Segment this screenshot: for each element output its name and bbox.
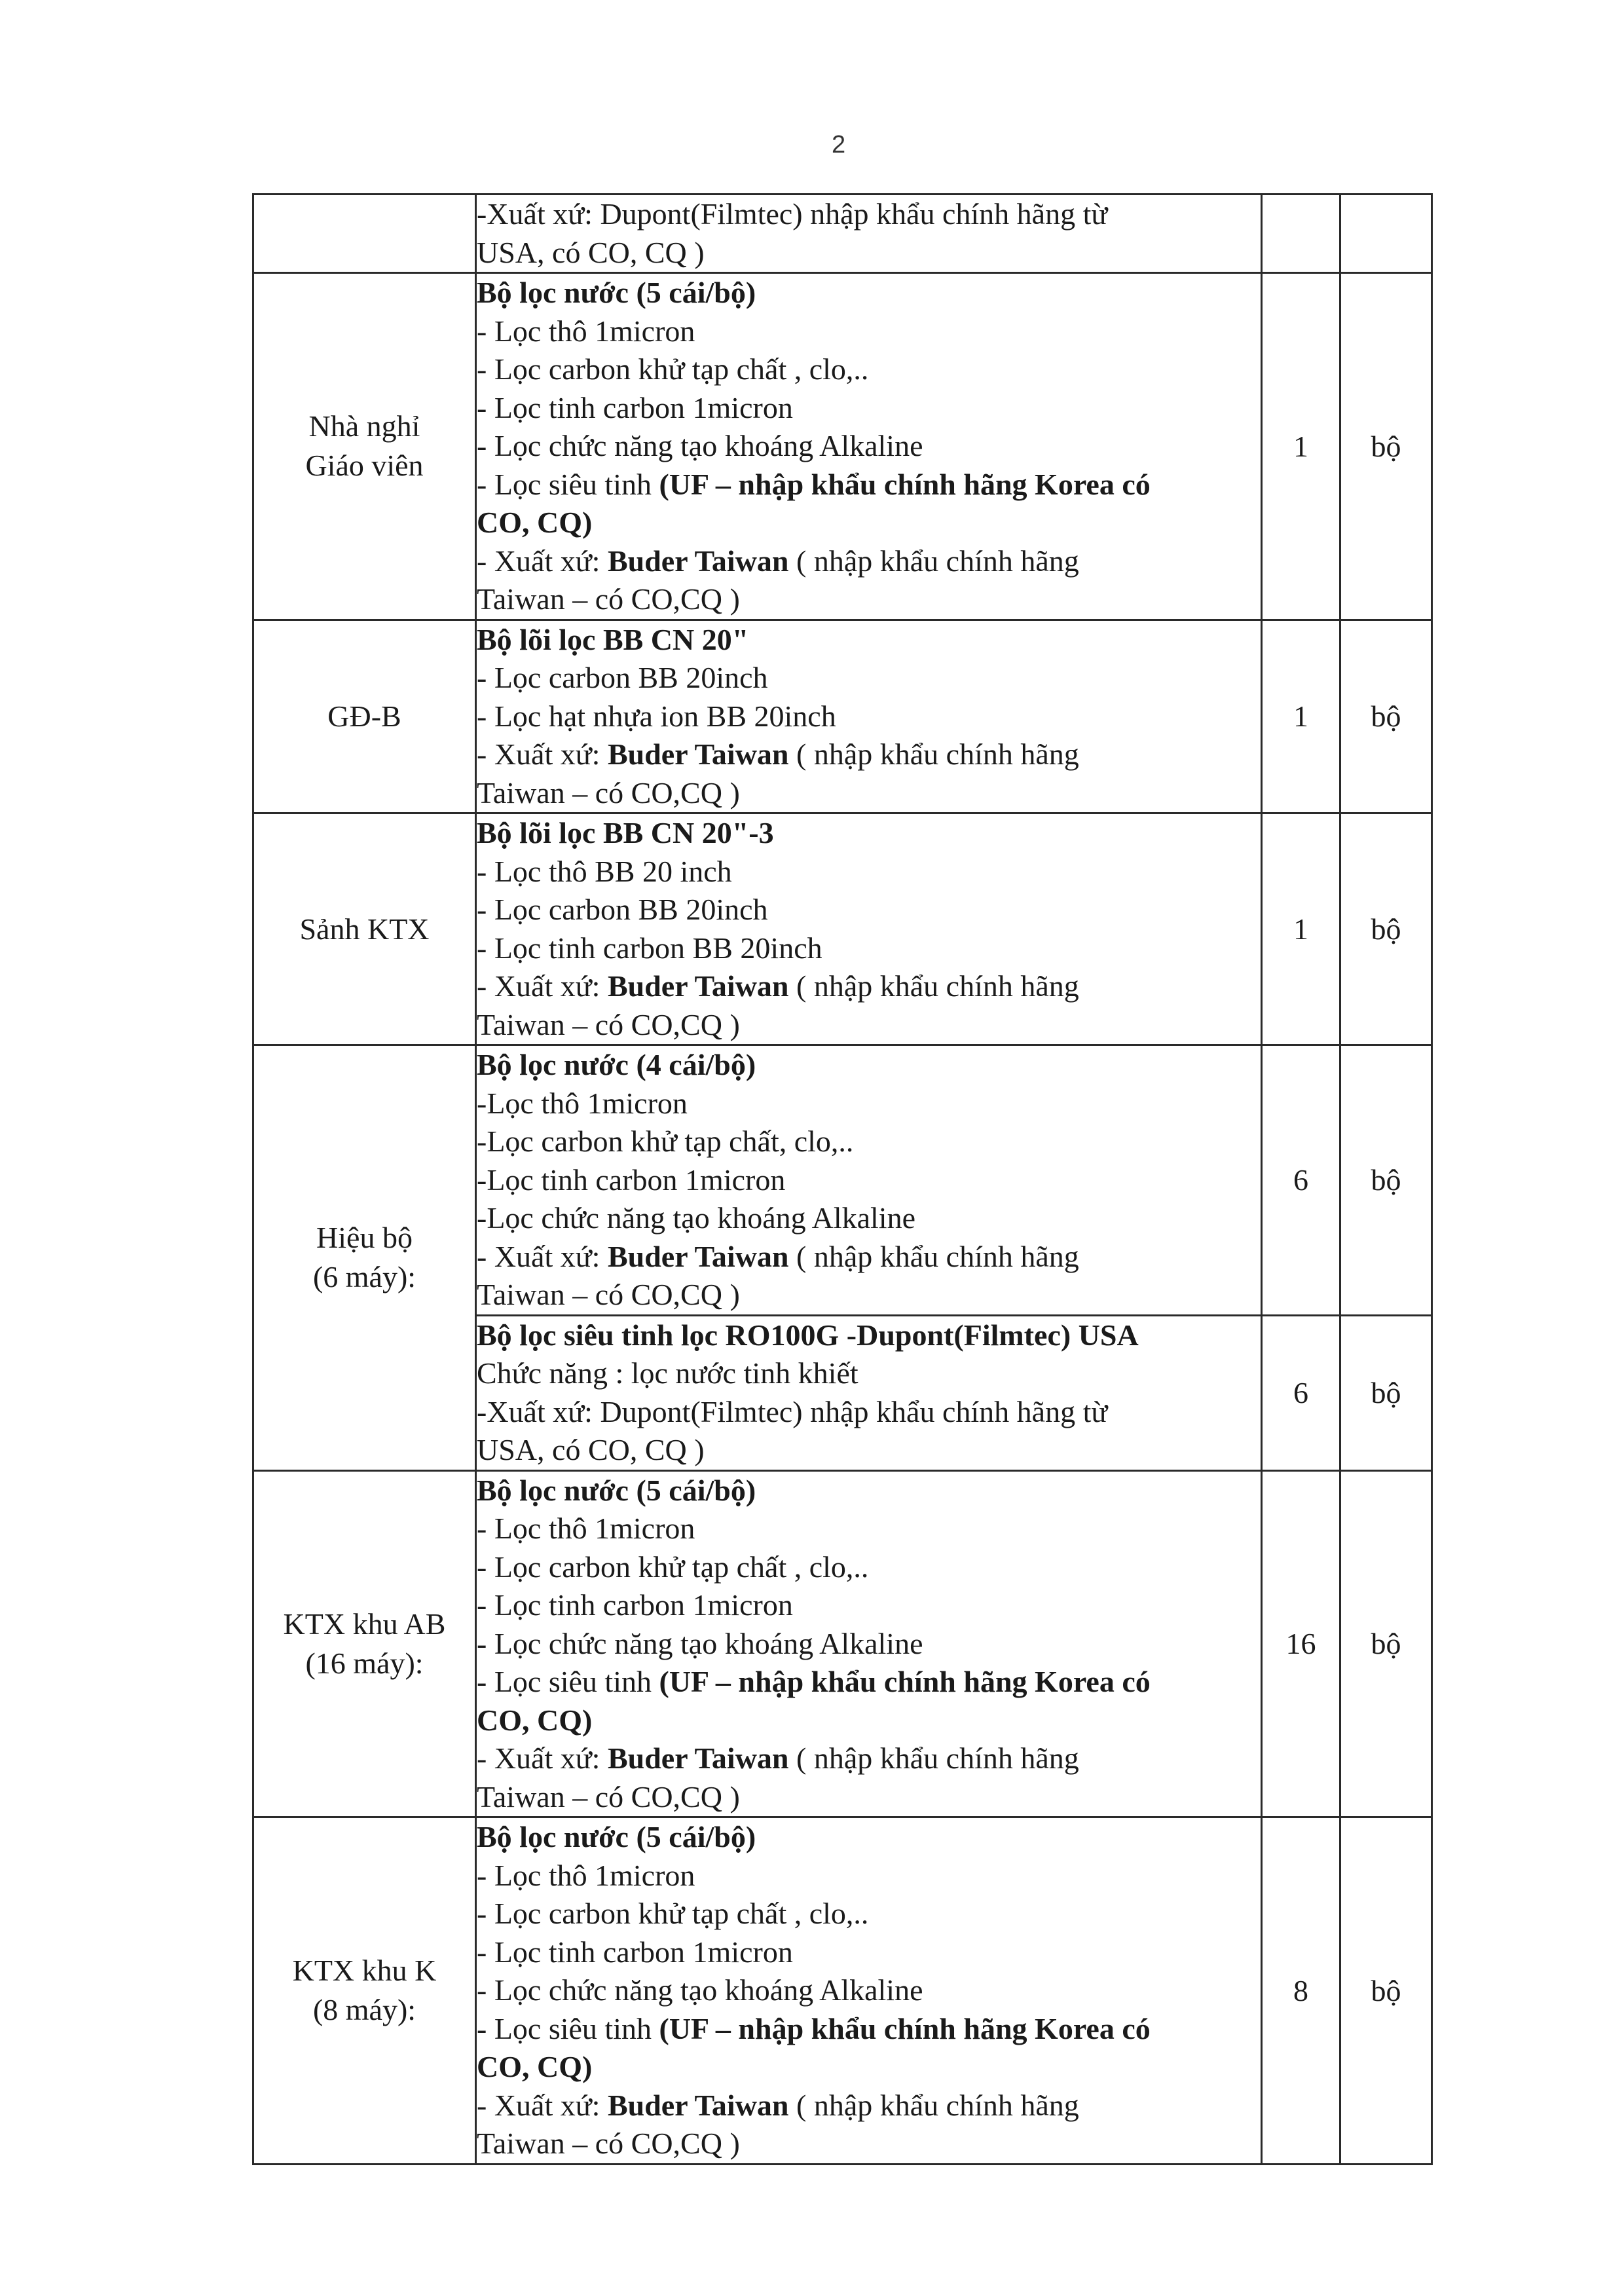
quantity-cell: 1 <box>1262 813 1340 1045</box>
line-text: - Xuất xứ: <box>477 969 608 1003</box>
description-line <box>477 1161 1261 1200</box>
location-cell <box>253 195 476 273</box>
line-text: -Lọc carbon khử tạp chất, clo,.. <box>477 1125 854 1158</box>
location-text: (16 máy): <box>305 1646 424 1680</box>
location-text: (8 máy): <box>312 1993 416 2027</box>
line-text-tail: ( nhập khẩu chính hãng <box>788 1741 1079 1775</box>
line-text: - Lọc carbon BB 20inch <box>477 893 768 926</box>
line-text: - Xuất xứ: <box>477 1239 608 1273</box>
line-text: USA, có CO, CQ ) <box>477 235 705 269</box>
item-title <box>477 814 1261 853</box>
description-line <box>477 1895 1261 1933</box>
line-text: Taiwan – có CO,CQ ) <box>477 582 740 616</box>
description-line <box>477 967 1261 1006</box>
line-text-bold: Buder Taiwan <box>607 969 789 1003</box>
description-line <box>477 2048 1261 2087</box>
line-text-bold: Buder Taiwan <box>607 737 789 771</box>
description-line <box>477 504 1261 542</box>
table-row <box>253 813 1432 1045</box>
description-line <box>477 774 1261 813</box>
line-text: Bộ lọc nước (5 cái/bộ) <box>477 1820 756 1853</box>
table-row <box>253 195 1432 273</box>
line-text: - Lọc siêu tinh <box>477 467 659 501</box>
line-text: - Lọc tinh carbon 1micron <box>477 1588 793 1622</box>
description-line <box>477 891 1261 929</box>
line-text: - Lọc carbon khử tạp chất , clo,.. <box>477 1897 869 1930</box>
line-text: - Lọc hạt nhựa ion BB 20inch <box>477 699 836 733</box>
description-line <box>477 466 1261 504</box>
table-row <box>253 1045 1432 1316</box>
line-text-bold: (UF – nhập khẩu chính hãng Korea có <box>659 1665 1151 1698</box>
description-line <box>477 1701 1261 1740</box>
description-line <box>477 389 1261 428</box>
line-text-bold: Buder Taiwan <box>607 2088 789 2122</box>
item-title <box>477 1046 1261 1085</box>
quantity-cell: 16 <box>1262 1470 1340 1817</box>
description-line <box>477 350 1261 389</box>
location-text: Giáo viên <box>305 449 424 483</box>
description-line <box>477 1625 1261 1664</box>
line-text: Taiwan – có CO,CQ ) <box>477 775 740 809</box>
line-text-bold: (UF – nhập khẩu chính hãng Korea có <box>659 467 1151 501</box>
line-text-bold: Buder Taiwan <box>607 1239 789 1273</box>
line-text-tail: ( nhập khẩu chính hãng <box>788 544 1079 578</box>
line-text-tail: ( nhập khẩu chính hãng <box>788 1239 1079 1273</box>
unit-cell: bộ <box>1340 1817 1432 2165</box>
table-row <box>253 620 1432 813</box>
description-line <box>477 1586 1261 1625</box>
line-text-tail: ( nhập khẩu chính hãng <box>788 969 1079 1003</box>
line-text: - Xuất xứ: <box>477 2088 608 2122</box>
line-text: Chức năng : lọc nước tinh khiết <box>477 1356 858 1390</box>
line-text: -Lọc tinh carbon 1micron <box>477 1162 786 1197</box>
line-text: Bộ lõi lọc BB CN 20"-3 <box>477 816 774 849</box>
description-line <box>477 1085 1261 1123</box>
line-text: - Lọc thô 1micron <box>477 1512 695 1545</box>
description-line <box>477 1431 1261 1470</box>
item-title <box>477 274 1261 312</box>
description-line <box>477 659 1261 697</box>
description-line <box>477 234 1261 272</box>
description-line <box>477 542 1261 581</box>
location-cell <box>253 813 476 1045</box>
unit-cell: bộ <box>1340 620 1432 813</box>
description-line <box>477 1354 1261 1393</box>
line-text: -Xuất xứ: Dupont(Filmtec) nhập khẩu chính hãng từ <box>477 1394 1108 1428</box>
description-line <box>477 1778 1261 1817</box>
quantity-cell <box>1262 195 1340 273</box>
description-line <box>477 2010 1261 2049</box>
line-text: -Lọc chức năng tạo khoáng Alkaline <box>477 1201 915 1235</box>
line-text-tail: ( nhập khẩu chính hãng <box>788 737 1079 771</box>
line-text: - Lọc siêu tinh <box>477 1665 659 1698</box>
location-text: Nhà nghỉ <box>308 409 420 443</box>
quantity-cell: 8 <box>1262 1817 1340 2165</box>
description-line <box>477 1739 1261 1778</box>
line-text: CO, CQ) <box>477 1703 593 1737</box>
line-text-bold: Buder Taiwan <box>607 1741 789 1775</box>
description-line <box>477 1663 1261 1701</box>
description-line <box>477 1006 1261 1045</box>
line-text: USA, có CO, CQ ) <box>477 1433 705 1466</box>
line-text: - Lọc chức năng tạo khoáng Alkaline <box>477 429 923 462</box>
location-text: (6 máy): <box>312 1260 416 1294</box>
line-text: - Lọc thô BB 20 inch <box>477 854 732 888</box>
item-title <box>477 1316 1261 1355</box>
description-line <box>477 1123 1261 1161</box>
description-line <box>477 1276 1261 1314</box>
quantity-cell: 1 <box>1262 620 1340 813</box>
location-text: KTX khu AB <box>283 1607 446 1641</box>
description-line <box>477 697 1261 736</box>
location-cell <box>253 1817 476 2165</box>
table-row <box>253 1817 1432 2165</box>
location-text: GĐ-B <box>327 699 401 733</box>
quantity-cell: 6 <box>1262 1315 1340 1470</box>
table-row <box>253 1470 1432 1817</box>
quantity-cell: 1 <box>1262 273 1340 620</box>
line-text: - Lọc carbon BB 20inch <box>477 661 768 694</box>
description-line <box>477 195 1261 234</box>
line-text: -Xuất xứ: Dupont(Filmtec) nhập khẩu chính hãng từ <box>477 197 1108 231</box>
table-body <box>253 195 1432 2165</box>
line-text: -Lọc thô 1micron <box>477 1086 688 1120</box>
line-text: - Lọc thô 1micron <box>477 1858 695 1892</box>
line-text: - Lọc chức năng tạo khoáng Alkaline <box>477 1973 923 2007</box>
description-cell <box>476 1470 1262 1817</box>
location-text: Sảnh KTX <box>299 912 430 946</box>
description-line <box>477 1393 1261 1432</box>
description-cell <box>476 620 1262 813</box>
quantity-cell: 6 <box>1262 1045 1340 1316</box>
description-line <box>477 929 1261 968</box>
line-text-tail: ( nhập khẩu chính hãng <box>788 2088 1079 2122</box>
equipment-table <box>252 193 1433 2165</box>
description-line <box>477 1548 1261 1587</box>
line-text: - Xuất xứ: <box>477 544 608 578</box>
line-text: - Lọc chức năng tạo khoáng Alkaline <box>477 1626 923 1660</box>
line-text: Taiwan – có CO,CQ ) <box>477 1278 740 1311</box>
line-text: Bộ lọc nước (5 cái/bộ) <box>477 1473 756 1507</box>
line-text: - Lọc thô 1micron <box>477 314 695 348</box>
line-text: Bộ lọc siêu tinh lọc RO100G -Dupont(Filmtec) USA <box>477 1318 1139 1352</box>
line-text: Taiwan – có CO,CQ ) <box>477 1007 740 1041</box>
line-text: - Lọc siêu tinh <box>477 2011 659 2045</box>
location-cell <box>253 1045 476 1471</box>
unit-cell: bộ <box>1340 1045 1432 1316</box>
description-line <box>477 1857 1261 1895</box>
location-cell <box>253 1470 476 1817</box>
description-cell <box>476 1315 1262 1470</box>
line-text-bold: (UF – nhập khẩu chính hãng Korea có <box>659 2011 1151 2045</box>
description-cell <box>476 1045 1262 1316</box>
location-text: Hiệu bộ <box>316 1221 413 1255</box>
unit-cell: bộ <box>1340 1470 1432 1817</box>
page-number: 2 <box>832 131 846 158</box>
table-row <box>253 273 1432 620</box>
line-text: Taiwan – có CO,CQ ) <box>477 2127 740 2160</box>
line-text: - Xuất xứ: <box>477 737 608 771</box>
unit-cell: bộ <box>1340 273 1432 620</box>
line-text: Bộ lọc nước (5 cái/bộ) <box>477 276 756 309</box>
line-text: - Lọc carbon khử tạp chất , clo,.. <box>477 352 869 386</box>
line-text: Bộ lọc nước (4 cái/bộ) <box>477 1048 756 1081</box>
description-line <box>477 427 1261 466</box>
unit-cell: bộ <box>1340 813 1432 1045</box>
description-line <box>477 1510 1261 1548</box>
description-line <box>477 1199 1261 1238</box>
line-text: Taiwan – có CO,CQ ) <box>477 1779 740 1813</box>
unit-cell: bộ <box>1340 1315 1432 1470</box>
description-line <box>477 1933 1261 1972</box>
line-text: - Lọc carbon khử tạp chất , clo,.. <box>477 1550 869 1584</box>
item-title <box>477 1818 1261 1857</box>
unit-cell <box>1340 195 1432 273</box>
description-line <box>477 2125 1261 2163</box>
description-line <box>477 853 1261 891</box>
line-text-bold: Buder Taiwan <box>607 544 789 578</box>
description-line <box>477 312 1261 351</box>
description-cell <box>476 1817 1262 2165</box>
description-cell <box>476 195 1262 273</box>
line-text: CO, CQ) <box>477 506 593 539</box>
line-text: - Xuất xứ: <box>477 1741 608 1775</box>
location-cell <box>253 620 476 813</box>
line-text: Bộ lõi lọc BB CN 20" <box>477 622 749 656</box>
line-text: CO, CQ) <box>477 2050 593 2083</box>
item-title <box>477 621 1261 660</box>
description-line <box>477 1971 1261 2010</box>
line-text: - Lọc tinh carbon 1micron <box>477 1935 793 1969</box>
description-cell <box>476 813 1262 1045</box>
description-line <box>477 1238 1261 1276</box>
item-title <box>477 1472 1261 1510</box>
location-text: KTX khu K <box>292 1954 437 1988</box>
description-line <box>477 580 1261 619</box>
location-cell <box>253 273 476 620</box>
description-line <box>477 2087 1261 2125</box>
line-text: - Lọc tinh carbon BB 20inch <box>477 931 822 965</box>
description-cell <box>476 273 1262 620</box>
line-text: - Lọc tinh carbon 1micron <box>477 390 793 424</box>
description-line <box>477 735 1261 774</box>
